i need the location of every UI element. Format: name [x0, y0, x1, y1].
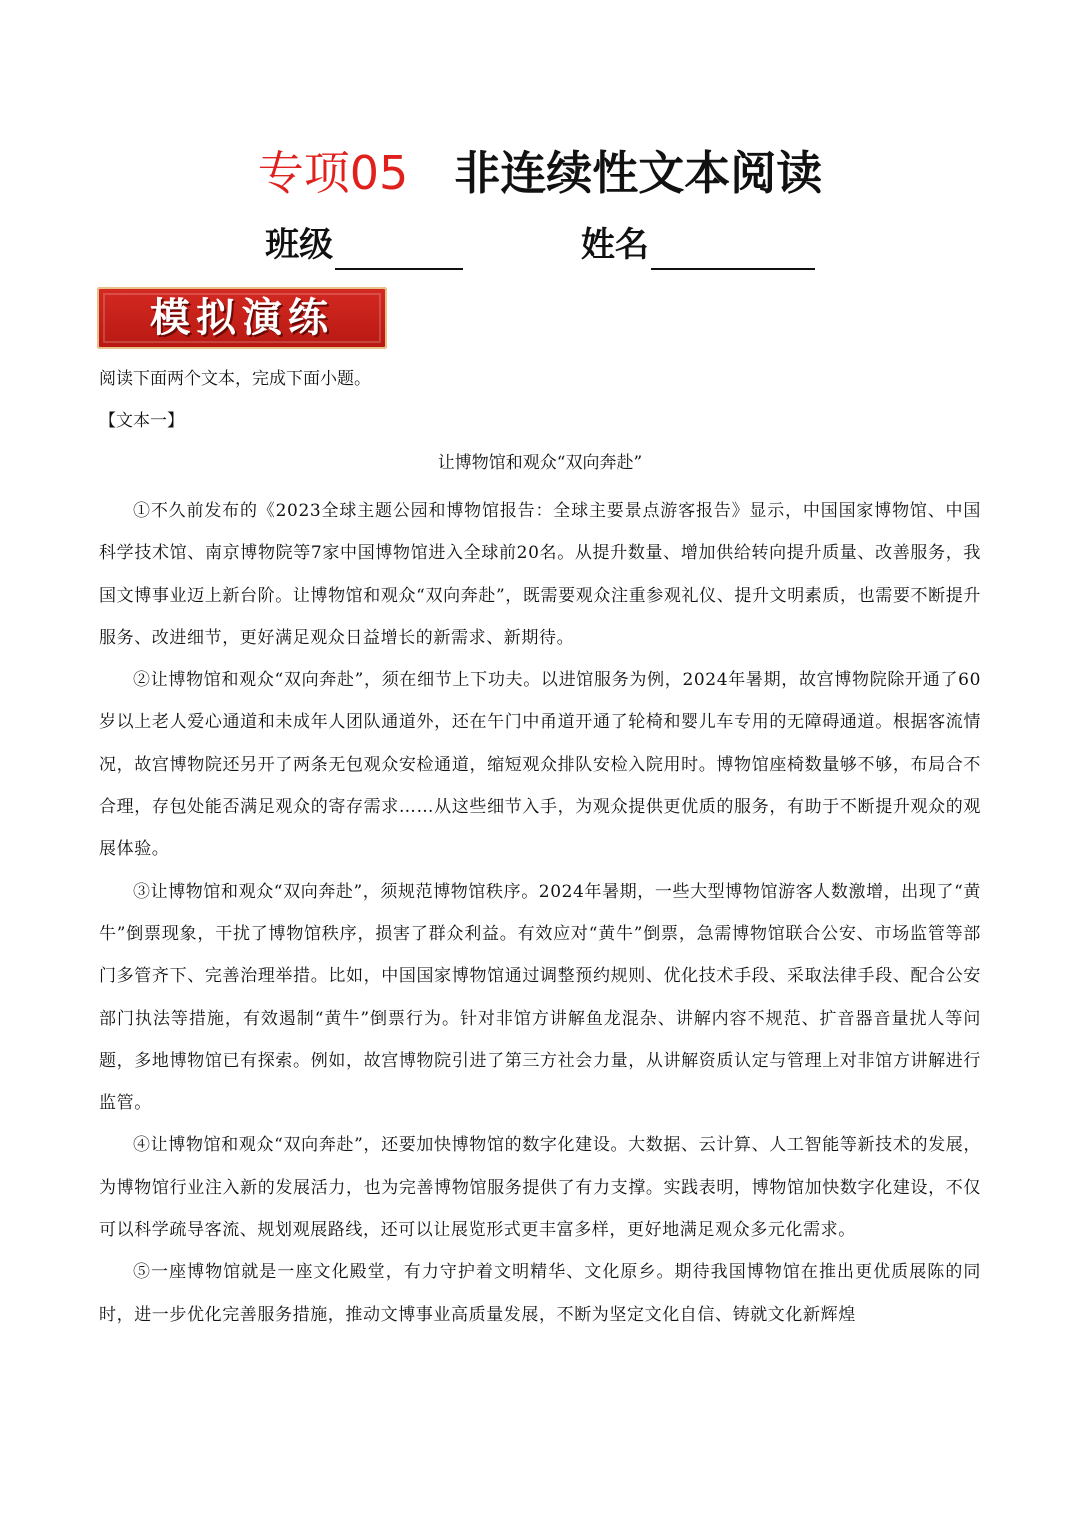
class-field: [265, 220, 463, 270]
article-title: 让博物馆和观众“双向奔赴”: [437, 453, 643, 473]
name-label: 姓名: [580, 225, 649, 265]
section-banner: [97, 287, 387, 349]
title-prefix: 专项05: [257, 146, 409, 200]
reading-instruction: 阅读下面两个文本，完成下面小题。: [99, 369, 371, 389]
paragraph-2: ②让博物馆和观众“双向奔赴”，须在细节上下功夫。以进馆服务为例，2024年暑期，故宫博物院除开通了60岁以上老人爱心通道和未成年人团队通道外，还在午门中甬道开通了轮椅和婴儿车专用的无障碍通道。根据客流情况，故宫博物院还另开了两条无包观众安检通道，缩短观众排队安检入院用时。博物馆座椅数量够不够，布局合不合理，存包处能否满足观众的寄存需求……从这些细节入手，为观众提供更优质的服务，有助于不断提升观众的观展体验。: [99, 670, 981, 860]
text-one-label: 【文本一】: [99, 411, 184, 431]
article-body: [99, 490, 981, 1336]
class-blank[interactable]: [335, 232, 463, 270]
paragraph-4: ④让博物馆和观众“双向奔赴”，还要加快博物馆的数字化建设。大数据、云计算、人工智能等新技术的发展，为博物馆行业注入新的发展活力，也为完善博物馆服务提供了有力支撑。实践表明，博物馆加快数字化建设，不仅可以科学疏导客流、规划观展路线，还可以让展览形式更丰富多样，更好地满足观众多元化需求。: [99, 1135, 981, 1241]
paragraph-3: ③让博物馆和观众“双向奔赴”，须规范博物馆秩序。2024年暑期，一些大型博物馆游客人数激增，出现了“黄牛”倒票现象，干扰了博物馆秩序，损害了群众利益。有效应对“黄牛”倒票，急需博物馆联合公安、市场监管等部门多管齐下、完善治理举措。比如，中国国家博物馆通过调整预约规则、优化技术手段、采取法律手段、配合公安部门执法等措施，有效遏制“黄牛”倒票行为。针对非馆方讲解鱼龙混杂、讲解内容不规范、扩音器音量扰人等问题，多地博物馆已有探索。例如，故宫博物院引进了第三方社会力量，从讲解资质认定与管理上对非馆方讲解进行监管。: [99, 881, 981, 1114]
class-label: 班级: [265, 225, 334, 265]
student-info-fields: [0, 220, 1080, 270]
title-main: 非连续性文本阅读: [454, 146, 823, 200]
page-title: [0, 140, 1080, 206]
paragraph-1: ①不久前发布的《2023全球主题公园和博物馆报告：全球主要景点游客报告》显示，中国国家博物馆、中国科学技术馆、南京博物院等7家中国博物馆进入全球前20名。从提升数量、增加供给转向提升质量、改善服务，我国文博事业迈上新台阶。让博物馆和观众“双向奔赴”，既需要观众注重参观礼仪、提升文明素质，也需要不断提升服务、改进细节，更好满足观众日益增长的新需求、新期待。: [99, 501, 981, 648]
banner-label: 模拟演练: [150, 295, 334, 341]
name-field: [581, 220, 815, 270]
paragraph-5: ⑤一座博物馆就是一座文化殿堂，有力守护着文明精华、文化原乡。期待我国博物馆在推出更优质展陈的同时，进一步优化完善服务措施，推动文博事业高质量发展，不断为坚定文化自信、铸就文化新辉煌: [99, 1262, 981, 1325]
name-blank[interactable]: [651, 232, 815, 270]
